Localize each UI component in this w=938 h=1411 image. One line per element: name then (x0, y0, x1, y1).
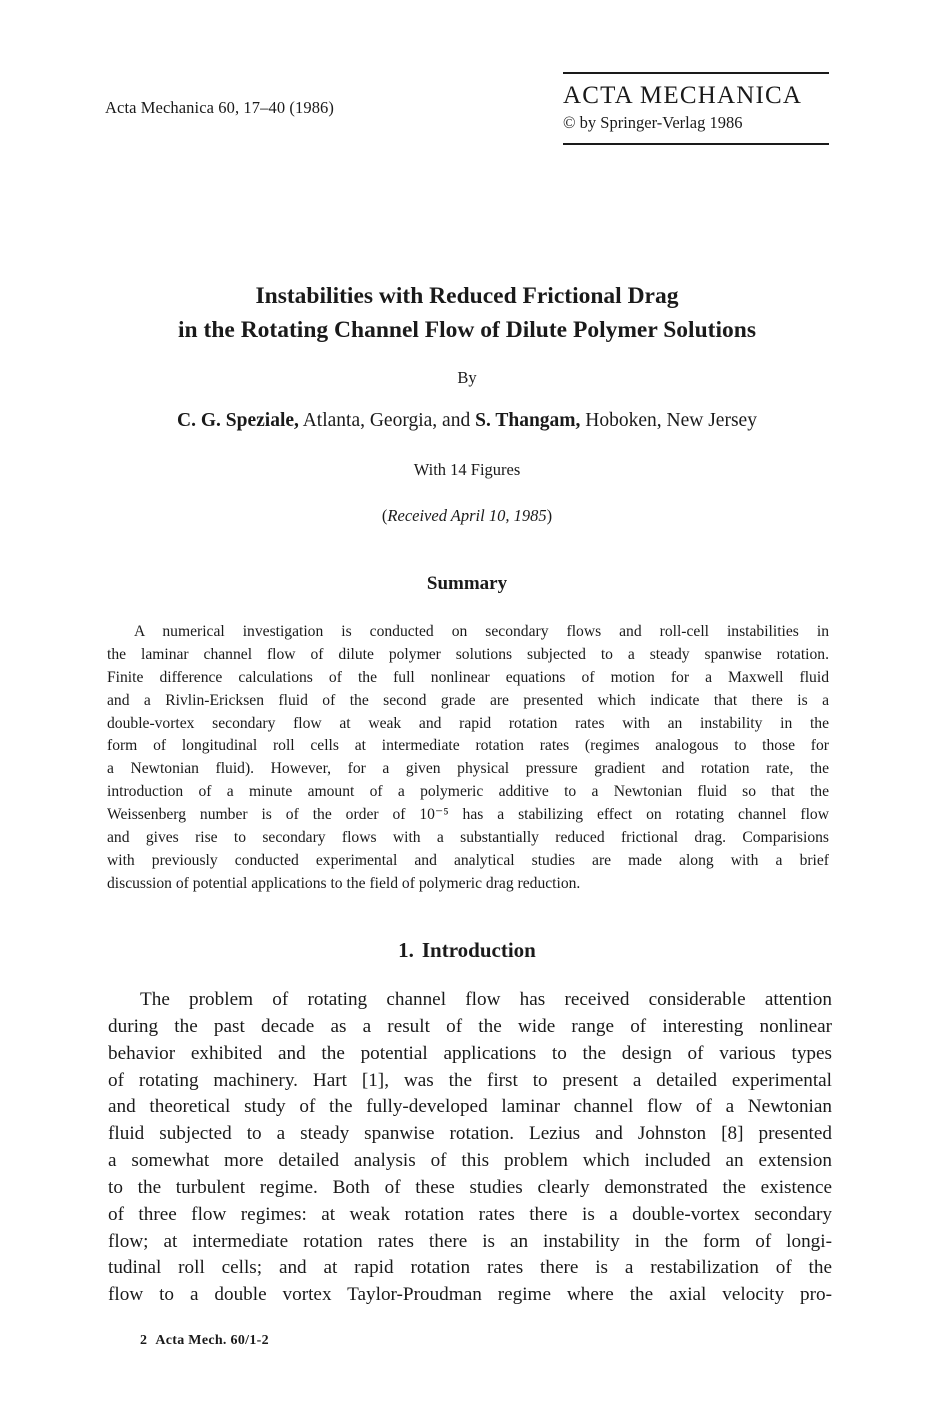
received-paren-close: ) (546, 506, 553, 525)
summary-line: discussion of potential applications to the field of polymeric drag reduction. (107, 874, 581, 892)
summary-line: Finite difference calculations of the full nonlinear equations of motion for a Maxwell fluid (107, 668, 829, 686)
body-line: and theoretical study of the fully-developed laminar channel flow of a Newtonian (108, 1096, 832, 1118)
summary-line: introduction of a minute amount of a polymeric additive to a Newtonian fluid so that the (107, 783, 829, 801)
figures-count: With 14 Figures (413, 460, 521, 479)
body-line: flow; at intermediate rotation rates there is an instability in the form of longi- (108, 1230, 832, 1252)
by-line: By (457, 368, 477, 387)
page-number: 2 (140, 1333, 148, 1348)
summary-line: and gives rise to secondary flows with a substantially reduced frictional drag. Comparisions (107, 829, 829, 847)
journal-masthead (563, 72, 829, 145)
footer-journal-ref: Acta Mech. 60/1-2 (155, 1333, 269, 1348)
title-line: Instabilities with Reduced Frictional Drag (255, 283, 679, 309)
summary-line: the laminar channel flow of dilute polymer solutions subjected to a steady spanwise rotation. (107, 645, 829, 663)
journal-copyright: © by Springer-Verlag 1986 (563, 113, 743, 132)
body-line: flow to a double vortex Taylor-Proudman regime where the axial velocity pro- (108, 1284, 832, 1306)
summary-line: A numerical investigation is conducted on secondary flows and roll-cell instabilities in (134, 623, 829, 640)
summary-line: Weissenberg number is of the order of 10⁻⁵ has a stabilizing effect on rotating channel flow (107, 806, 829, 824)
summary-line: a Newtonian fluid). However, for a given physical pressure gradient and rotation rate, the (107, 760, 829, 778)
article-title (105, 279, 829, 347)
body-line: a somewhat more detailed analysis of this problem which included an extension (108, 1150, 832, 1172)
received-paren-open: ( (381, 506, 388, 525)
title-line: in the Rotating Channel Flow of Dilute Polymer Solutions (178, 317, 756, 343)
body-line: of rotating machinery. Hart [1], was the first to present a detailed experimental (108, 1069, 832, 1091)
summary-line: double-vortex secondary flow at weak and rapid rotation rates with an instability in the (107, 714, 829, 732)
body-line: behavior exhibited and the potential applications to the design of various types (108, 1042, 832, 1064)
received-date (105, 506, 829, 526)
summary-paragraph (107, 621, 829, 896)
body-line: of three flow regimes: at weak rotation rates there is a double-vortex secondary (108, 1203, 832, 1225)
body-line: during the past decade as a result of the wide range of interesting nonlinear (108, 1015, 832, 1037)
section-title: Introduction (421, 938, 536, 962)
author-line (105, 410, 829, 432)
summary-line: and a Rivlin-Ericksen fluid of the second grade are presented which indicate that there is a (107, 691, 829, 709)
author-location: Atlanta, Georgia, and (298, 410, 476, 431)
author-location: Hoboken, New Jersey (580, 410, 757, 431)
body-line: fluid subjected to a steady spanwise rotation. Lezius and Johnston [8] presented (108, 1123, 832, 1145)
page-footer (140, 1333, 269, 1349)
author-name: C. G. Speziale, (177, 410, 299, 431)
summary-heading: Summary (426, 573, 508, 594)
section-number: 1. (398, 938, 414, 962)
received-date-text: Received April 10, 1985 (387, 506, 547, 525)
journal-citation: Acta Mechanica 60, 17–40 (1986) (105, 98, 334, 117)
summary-line: form of longitudinal roll cells at intermediate rotation rates (regimes analogous to those for (107, 737, 829, 755)
body-line: to the turbulent regime. Both of these studies clearly demonstrated the existence (108, 1176, 832, 1198)
body-line: The problem of rotating channel flow has received considerable attention (140, 989, 832, 1010)
body-line: tudinal roll cells; and at rapid rotation rates there is a restabilization of the (108, 1257, 832, 1279)
summary-line: with previously conducted experimental and analytical studies are made along with a brief (107, 851, 829, 869)
journal-name: ACTA MECHANICA (563, 82, 803, 109)
introduction-paragraph (108, 987, 832, 1309)
section-heading-introduction (105, 938, 829, 963)
author-name: S. Thangam, (475, 410, 581, 431)
